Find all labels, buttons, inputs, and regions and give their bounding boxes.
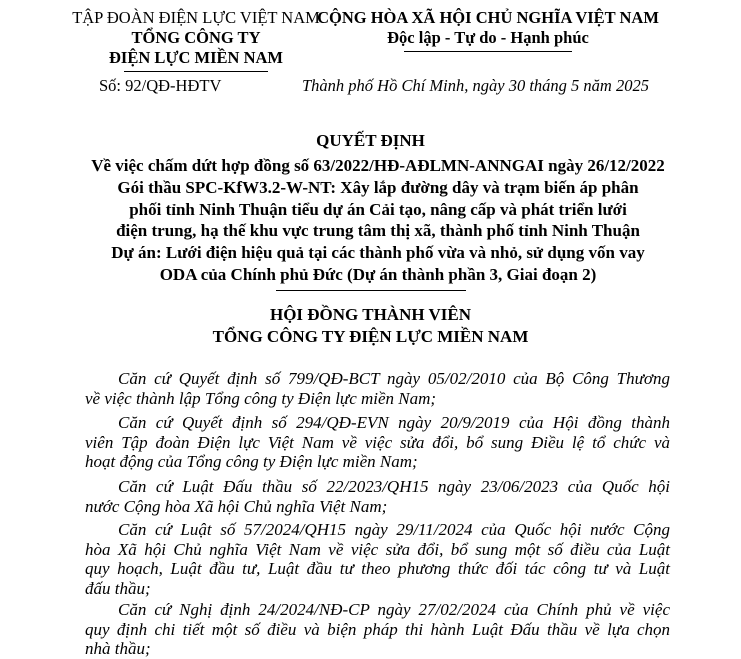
paragraph-line: đấu thầu; [85,578,151,598]
motto-underline [404,51,572,52]
council-name [0,304,741,348]
subject-line: ODA của Chính phủ Đức (Dự án thành phần 3, Giai đoạn 2) [159,264,597,284]
organization-name-line2: ĐIỆN LỰC MIỀN NAM [108,48,283,67]
subject-line: điện trung, hạ thế khu vực trung tâm thị xã, thành phố tỉnh Ninh Thuận [116,221,640,241]
subject-line: phối tỉnh Ninh Thuận tiểu dự án Cải tạo, nâng cấp và phát triển lưới [129,199,627,219]
paragraph-line: hòa Xã hội Chủ nghĩa Việt Nam về việc sửa đổi, bổ sung một số điều của Luật [85,539,670,559]
paragraph-line: Căn cứ Luật Đấu thầu số 22/2023/QH15 ngày 23/06/2023 của Quốc hội [118,477,670,496]
paragraph-line: Căn cứ Quyết định số 294/QĐ-EVN ngày 20/9/2019 của Hội đồng thành [118,413,670,432]
legal-basis-paragraph [85,369,670,408]
document-title: QUYẾT ĐỊNH [316,131,425,150]
legal-basis-paragraph [85,600,670,659]
paragraph-line: quy hoạch, Luật đầu tư, Luật đầu tư theo phương thức đối tác công tư và Luật [85,559,670,579]
subject-line: Dự án: Lưới điện hiệu quả tại các thành phố vừa và nhỏ, sử dụng vốn vay [111,243,645,263]
parent-organization: TẬP ĐOÀN ĐIỆN LỰC VIỆT NAM [72,8,320,27]
subject-line: Về việc chấm dứt hợp đồng số 63/2022/HĐ-AĐLMN-ANNGAI ngày 26/12/2022 [91,156,665,175]
subject-line: Gói thầu SPC-KfW3.2-W-NT: Xây lắp đường dây và trạm biến áp phân [117,177,639,197]
paragraph-line: nhà thầu; [85,639,151,659]
paragraph-line: nước Cộng hòa Xã hội Chủ nghĩa Việt Nam; [85,496,388,516]
legal-basis-paragraph [85,520,670,598]
paragraph-line: viên Tập đoàn Điện lực Việt Nam về việc sửa đổi, bổ sung Điều lệ tổ chức và [85,432,670,452]
national-motto: Độc lập - Tự do - Hạnh phúc [387,28,589,47]
document-number: Số: 92/QĐ-HĐTV [99,76,222,95]
country-name: CỘNG HÒA XÃ HỘI CHỦ NGHĨA VIỆT NAM [317,8,659,27]
issuing-organization [72,8,320,68]
paragraph-line: Căn cứ Luật số 57/2024/QH15 ngày 29/11/2024 của Quốc hội nước Cộng [118,520,670,539]
council-line1: HỘI ĐỒNG THÀNH VIÊN [269,305,472,324]
organization-name-line1: TỔNG CÔNG TY [131,28,261,47]
document-subject [80,155,676,286]
place-and-date: Thành phố Hồ Chí Minh, ngày 30 tháng 5 năm 2025 [302,76,649,95]
legal-basis-paragraph [85,413,670,472]
organization-underline [124,71,268,72]
legal-basis-paragraph [85,477,670,516]
paragraph-line: Căn cứ Quyết định số 799/QĐ-BCT ngày 05/02/2010 của Bộ Công Thương [118,369,670,388]
paragraph-line: hoạt động của Tổng công ty Điện lực miền Nam; [85,452,418,472]
paragraph-line: quy định chi tiết một số điều và biện pháp thi hành Luật Đấu thầu về lựa chọn [85,619,670,639]
paragraph-line: về việc thành lập Tổng công ty Điện lực miền Nam; [85,388,437,408]
council-line2: TỔNG CÔNG TY ĐIỆN LỰC MIỀN NAM [212,327,529,346]
paragraph-line: Căn cứ Nghị định 24/2024/NĐ-CP ngày 27/02/2024 của Chính phủ về việc [118,600,670,619]
national-heading [312,8,664,48]
subject-underline [276,290,466,291]
